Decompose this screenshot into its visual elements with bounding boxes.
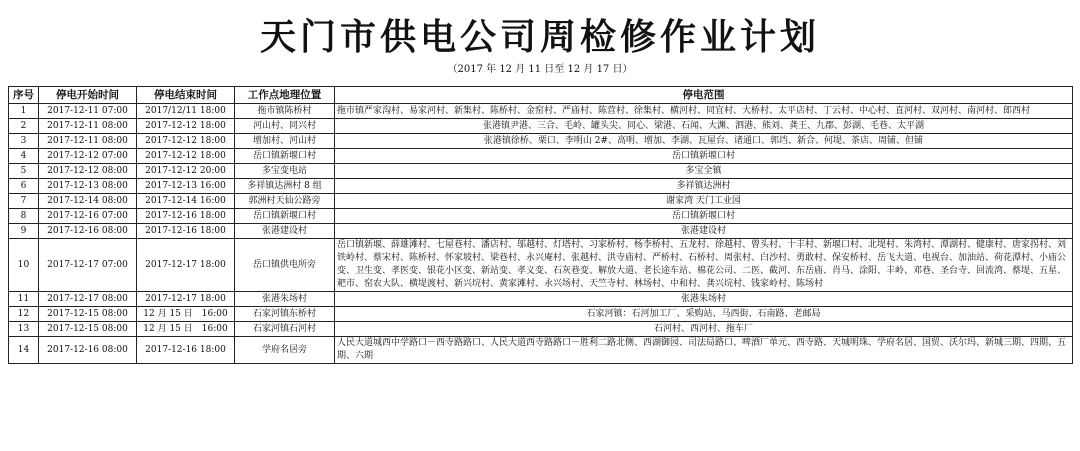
start-time: 2017-12-12 07:00: [39, 149, 137, 164]
row-number: 12: [9, 307, 39, 322]
table-row: [9, 149, 1073, 164]
row-number: 2: [9, 119, 39, 134]
table-row: [9, 322, 1073, 337]
row-number: 3: [9, 134, 39, 149]
table-row: [9, 194, 1073, 209]
column-header-number: 序号: [9, 87, 39, 104]
table-row: [9, 307, 1073, 322]
outage-scope: 谢家湾 天门工业园: [335, 194, 1073, 209]
row-number: 10: [9, 239, 39, 292]
outage-scope: 张港建设村: [335, 224, 1073, 239]
outage-scope: 岳口镇新堰、薛雄滩村、七屋巷村、潘店村、邬越村、灯塔村、习家桥村、杨李桥村、五龙村、徐越村、曾头村、十丰村、新堰口村、北堤村、朱湾村、潭湖村、健康村、唐家拐村、刘铁岭村、蔡宋村、陈桥村、怀家坡村、梁巷村、永兴庵村、张越村、洪寺庙村、严桥村、石桥村、周张村、白沙村、勇敢村、保安桥村、岳飞大道、电视台、加油站、荷花潭村、小庙公变、卫生变、孝医变、银花小区变、新站变、孝义变、石灰巷变、解放大道、老长途车站、棉花公司、二医、截河、东岳庙、肖马、涂阳、丰岭、邓巷、圣台寺、回流湾、蔡堤、五星、耙市、窑农大队、横堤渡村、新兴垸村、黄家滩村、永兴场村、天竺寺村、林场村、中和村、龚兴垸村、钱家岭村、陈场村: [335, 239, 1073, 292]
outage-scope: 张港镇尹港、三合、毛岭、罐头尖、同心、梁港、石闻、大渊、泗港、熊刘、龚王、九郡、彭湖、毛巷、太平湖: [335, 119, 1073, 134]
row-number: 14: [9, 337, 39, 364]
row-number: 1: [9, 104, 39, 119]
start-time: 2017-12-16 07:00: [39, 209, 137, 224]
column-header-start-time: 停电开始时间: [39, 87, 137, 104]
start-time: 2017-12-14 08:00: [39, 194, 137, 209]
table-row: [9, 292, 1073, 307]
row-number: 5: [9, 164, 39, 179]
outage-scope: 岳口镇新堰口村: [335, 209, 1073, 224]
outage-scope: 张港朱场村: [335, 292, 1073, 307]
work-location: 多祥镇达洲村 8 组: [235, 179, 335, 194]
outage-scope: 石河村、西河村、拖车厂: [335, 322, 1073, 337]
row-number: 11: [9, 292, 39, 307]
outage-scope: 多宝全镇: [335, 164, 1073, 179]
start-time: 2017-12-17 08:00: [39, 292, 137, 307]
end-time: 2017-12-16 18:00: [137, 224, 235, 239]
end-time: 2017-12-12 18:00: [137, 119, 235, 134]
end-time: 2017-12-12 18:00: [137, 134, 235, 149]
work-location: 石家河镇石河村: [235, 322, 335, 337]
row-number: 8: [9, 209, 39, 224]
column-header-end-time: 停电结束时间: [137, 87, 235, 104]
table-row: [9, 179, 1073, 194]
column-header-outage-scope: 停电范围: [335, 87, 1073, 104]
end-time: 12 月 15 日 16:00: [137, 322, 235, 337]
start-time: 2017-12-15 08:00: [39, 322, 137, 337]
work-location: 学府名居旁: [235, 337, 335, 364]
table-row: [9, 134, 1073, 149]
table-row: [9, 119, 1073, 134]
start-time: 2017-12-12 08:00: [39, 164, 137, 179]
maintenance-schedule-table: [8, 86, 1073, 364]
start-time: 2017-12-11 08:00: [39, 134, 137, 149]
outage-scope: 多祥镇达洲村: [335, 179, 1073, 194]
end-time: 2017-12-12 20:00: [137, 164, 235, 179]
date-range-subtitle: （2017 年 12 月 11 日至 12 月 17 日）: [447, 64, 633, 75]
outage-scope: 石家河镇：石河加工厂、采购站、马西街、石南路、老邮局: [335, 307, 1073, 322]
work-location: 岳口镇供电所旁: [235, 239, 335, 292]
work-location: 郭洲村天仙公路旁: [235, 194, 335, 209]
column-header-location: 工作点地理位置: [235, 87, 335, 104]
work-location: 张港朱场村: [235, 292, 335, 307]
table-row: [9, 239, 1073, 292]
end-time: 2017-12-16 18:00: [137, 337, 235, 364]
end-time: 2017-12-17 18:00: [137, 239, 235, 292]
work-location: 岳口镇新堰口村: [235, 149, 335, 164]
end-time: 2017-12-16 18:00: [137, 209, 235, 224]
row-number: 4: [9, 149, 39, 164]
end-time: 2017-12-12 18:00: [137, 149, 235, 164]
work-location: 河山村、同兴村: [235, 119, 335, 134]
end-time: 2017-12-17 18:00: [137, 292, 235, 307]
row-number: 13: [9, 322, 39, 337]
start-time: 2017-12-11 07:00: [39, 104, 137, 119]
row-number: 6: [9, 179, 39, 194]
row-number: 9: [9, 224, 39, 239]
table-row: [9, 224, 1073, 239]
work-location: 多宝变电站: [235, 164, 335, 179]
row-number: 7: [9, 194, 39, 209]
work-location: 拖市镇陈桥村: [235, 104, 335, 119]
outage-scope: 拖市镇严家沟村、易家河村、新集村、陈桥村、金窑村、严庙村、陈营村、徐集村、横河村、同宜村、大桥村、太平店村、丁云村、中心村、直河村、双河村、南河村、郎西村: [335, 104, 1073, 119]
work-location: 岳口镇新堰口村: [235, 209, 335, 224]
end-time: 12 月 15 日 16:00: [137, 307, 235, 322]
end-time: 2017/12/11 18:00: [137, 104, 235, 119]
table-row: [9, 209, 1073, 224]
outage-scope: 人民大道城西中学路口－西寺路路口、人民大道西寺路路口－胜利二路北侧、西湖御园、司法局路口、啤酒厂单元、西寺路、天城明珠、学府名居、国贸、沃尔玛、新城三期、四期、五期、六期: [335, 337, 1073, 364]
table-row: [9, 164, 1073, 179]
end-time: 2017-12-14 16:00: [137, 194, 235, 209]
outage-scope: 岳口镇新堰口村: [335, 149, 1073, 164]
start-time: 2017-12-16 08:00: [39, 337, 137, 364]
start-time: 2017-12-13 08:00: [39, 179, 137, 194]
start-time: 2017-12-17 07:00: [39, 239, 137, 292]
page-title: 天门市供电公司周检修作业计划: [259, 17, 820, 58]
start-time: 2017-12-15 08:00: [39, 307, 137, 322]
start-time: 2017-12-11 08:00: [39, 119, 137, 134]
outage-scope: 张港镇徐桥、栗口、李明山 2#、高明、增加、李湖、瓦屋台、诸通口、郭垱、新合、何堤、茶店、周铺、但铺: [335, 134, 1073, 149]
end-time: 2017-12-13 16:00: [137, 179, 235, 194]
work-location: 增加村、河山村: [235, 134, 335, 149]
start-time: 2017-12-16 08:00: [39, 224, 137, 239]
work-location: 石家河镇东桥村: [235, 307, 335, 322]
table-header-row: [9, 87, 1073, 104]
table-row: [9, 337, 1073, 364]
work-location: 张港建设村: [235, 224, 335, 239]
table-row: [9, 104, 1073, 119]
